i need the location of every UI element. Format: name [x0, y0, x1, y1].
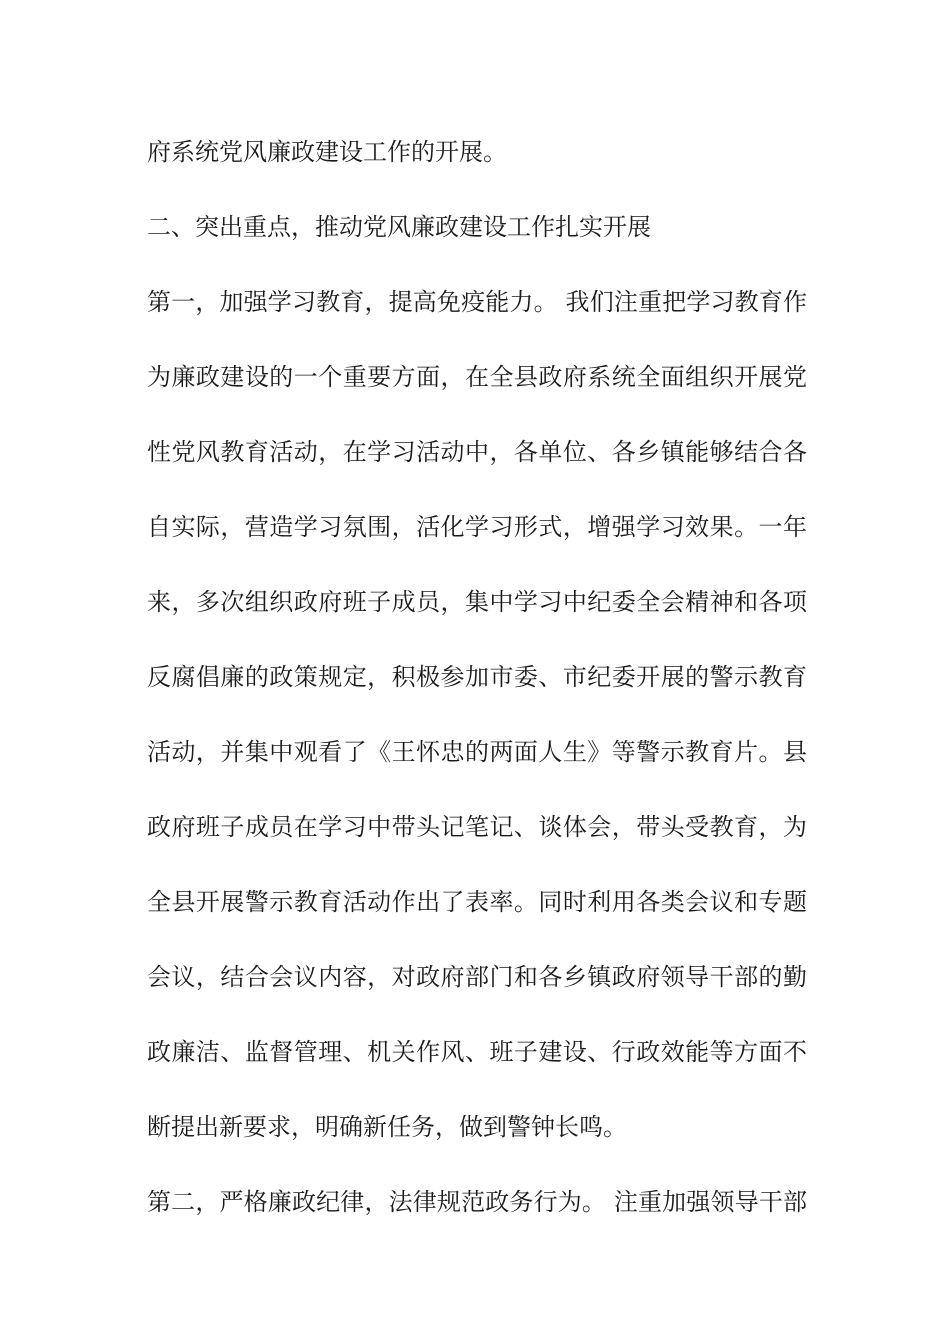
paragraph-line: 断提出新要求，明确新任务，做到警钟长鸣。	[147, 1113, 627, 1141]
paragraph-line: 会议，结合会议内容，对政府部门和各乡镇政府领导干部的勤	[147, 963, 807, 991]
paragraph-line: 反腐倡廉的政策规定，积极参加市委、市纪委开展的警示教育	[147, 663, 807, 691]
paragraph-line: 府系统党风廉政建设工作的开展。	[147, 138, 507, 166]
paragraph-line: 政府班子成员在学习中带头记笔记、谈体会，带头受教育，为	[147, 813, 807, 841]
paragraph-line: 政廉洁、监督管理、机关作风、班子建设、行政效能等方面不	[147, 1038, 807, 1066]
paragraph-line: 第一，加强学习教育，提高免疫能力。 我们注重把学习教育作	[147, 288, 807, 316]
paragraph-line: 全县开展警示教育活动作出了表率。同时利用各类会议和专题	[147, 888, 807, 916]
paragraph-line: 来，多次组织政府班子成员，集中学习中纪委全会精神和各项	[147, 588, 807, 616]
paragraph-line: 第二，严格廉政纪律，法律规范政务行为。 注重加强领导干部	[147, 1188, 807, 1216]
paragraph-line: 性党风教育活动，在学习活动中，各单位、各乡镇能够结合各	[147, 438, 807, 466]
paragraph-line: 活动，并集中观看了《王怀忠的两面人生》等警示教育片。县	[147, 738, 807, 766]
section-heading: 二、突出重点，推动党风廉政建设工作扎实开展	[147, 213, 651, 241]
paragraph-line: 为廉政建设的一个重要方面，在全县政府系统全面组织开展党	[147, 363, 807, 391]
paragraph-line: 自实际，营造学习氛围，活化学习形式，增强学习效果。一年	[147, 513, 807, 541]
